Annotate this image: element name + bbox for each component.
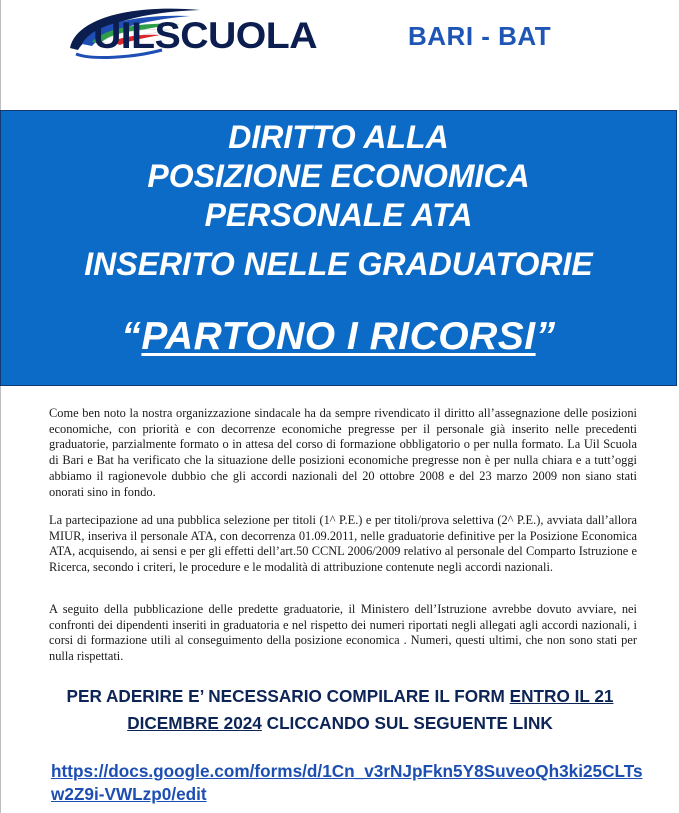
paragraph-3: A seguito della pubblicazione delle predette graduatorie, il Ministero dell’Istruzione avrebbe dovuto avviare, nei confronti dei dipendenti inseriti in graduatoria e nel rispetto dei numeri riportati negli allegati agli accordi nazionali, i corsi di formazione utili al conseguimento della posizione economica . Numeri, questi ultimi, che non sono stati per nulla rispettati. <box>49 602 637 664</box>
banner-line-3: PERSONALE ATA <box>204 197 473 233</box>
cta-deadline: ENTRO IL 21 DICEMBRE 2024 <box>127 686 614 733</box>
slogan-open-quote: “ <box>121 315 142 358</box>
paragraph-2: La partecipazione ad una pubblica selezione per titoli (1^ P.E.) e per titoli/prova selettiva (2^ P.E.), avviata dall’allora MIUR, inseriva il personale ATA, con decorrenza 01.09.2011, nelle graduatorie definitive per la Posizione Economica ATA, acquisendo, ai sensi e per gli effetti dell’art.50 CCNL 2006/2009 relativo al personale del Comparto Istruzione e Ricerca, secondo i criteri, le procedure e le modalità di attribuzione contenute negli accordi nazionali. <box>49 513 637 575</box>
cta-part-1: PER ADERIRE E’ NECESSARIO COMPILARE IL FORM <box>66 686 510 706</box>
slogan <box>1 315 676 359</box>
region-label: BARI - BAT <box>408 21 552 51</box>
header <box>0 0 679 110</box>
slogan-close-quote: ” <box>535 315 556 358</box>
logo-text: UILSCUOLA <box>93 15 318 56</box>
cta-part-3: CLICCANDO SUL SEGUENTE LINK <box>261 713 553 733</box>
title-banner <box>0 110 677 386</box>
banner-line-1: DIRITTO ALLA <box>228 119 449 155</box>
banner-line-2: POSIZIONE ECONOMICA <box>147 158 530 194</box>
paragraph-1: Come ben noto la nostra organizzazione sindacale ha da sempre rivendicato il diritto all’assegnazione delle posizioni economiche, con priorità e con decorrenze economiche pregresse per il personale già inserito nelle precedenti graduatorie, parzialmente formato o in attesa del corso di formazione obbligatorio o per nulla formato. La Uil Scuola di Bari e Bat ha verificato che la situazione delle posizioni economiche pregresse non è per nulla chiara e a tutt’oggi abbiamo il ragionevole dubbio che gli accordi nazionali del 20 ottobre 2008 e del 23 marzo 2009 non siano stati onorati sino in fondo. <box>49 406 637 499</box>
google-form-link[interactable]: https://docs.google.com/forms/d/1Cn_v3rNJpFkn5Y8SuveoQh3ki25CLTsw2Z9i-VWLzp0/edit <box>51 761 643 804</box>
call-to-action <box>20 683 660 737</box>
banner-line-4: INSERITO NELLE GRADUATORIE <box>84 246 593 282</box>
slogan-text: PARTONO I RICORSI <box>141 315 536 358</box>
